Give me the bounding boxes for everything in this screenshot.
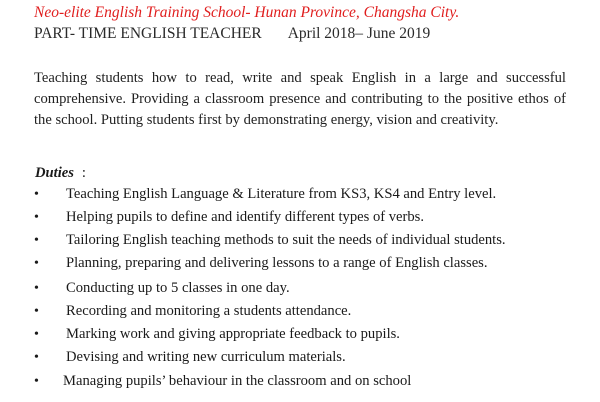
- bullet-icon: •: [34, 187, 39, 202]
- duty-text: Marking work and giving appropriate feedback to pupils.: [66, 326, 400, 342]
- duty-text: Recording and monitoring a students attendance.: [66, 303, 352, 319]
- duty-text: Planning, preparing and delivering lessons to a range of English classes.: [66, 255, 488, 271]
- bullet-icon: •: [34, 374, 39, 389]
- bullet-icon: •: [34, 210, 39, 225]
- duty-text: Devising and writing new curriculum materials.: [66, 349, 346, 365]
- bullet-icon: •: [34, 304, 39, 319]
- role-line: [34, 25, 430, 43]
- duty-text: Conducting up to 5 classes in one day.: [66, 280, 290, 296]
- bullet-icon: •: [34, 350, 39, 365]
- duties-heading-colon: :: [81, 165, 86, 181]
- role-summary: Teaching students how to read, write and speak English in a large and successful comprehensive. Providing a classroom presence and contributing to the positive ethos of the school. Putting students first by demonstrating energy, vision and creativity.: [34, 70, 566, 128]
- job-title: PART- TIME ENGLISH TEACHER: [34, 25, 262, 42]
- duty-text: Helping pupils to define and identify different types of verbs.: [66, 209, 425, 225]
- employment-dates: April 2018– June 2019: [287, 25, 431, 42]
- bullet-icon: •: [34, 281, 39, 296]
- duty-text: Tailoring English teaching methods to suit the needs of individual students.: [66, 232, 506, 248]
- bullet-icon: •: [34, 233, 39, 248]
- duties-heading-label: Duties: [35, 165, 74, 181]
- duty-text: Teaching English Language & Literature from KS3, KS4 and Entry level.: [66, 186, 497, 202]
- duties-heading: [35, 165, 86, 182]
- bullet-icon: •: [34, 256, 39, 271]
- bullet-icon: •: [34, 327, 39, 342]
- duty-text: Managing pupils’ behaviour in the classroom and on school: [63, 373, 412, 389]
- employer-name: Neo-elite English Training School- Hunan Province, Changsha City.: [34, 4, 460, 21]
